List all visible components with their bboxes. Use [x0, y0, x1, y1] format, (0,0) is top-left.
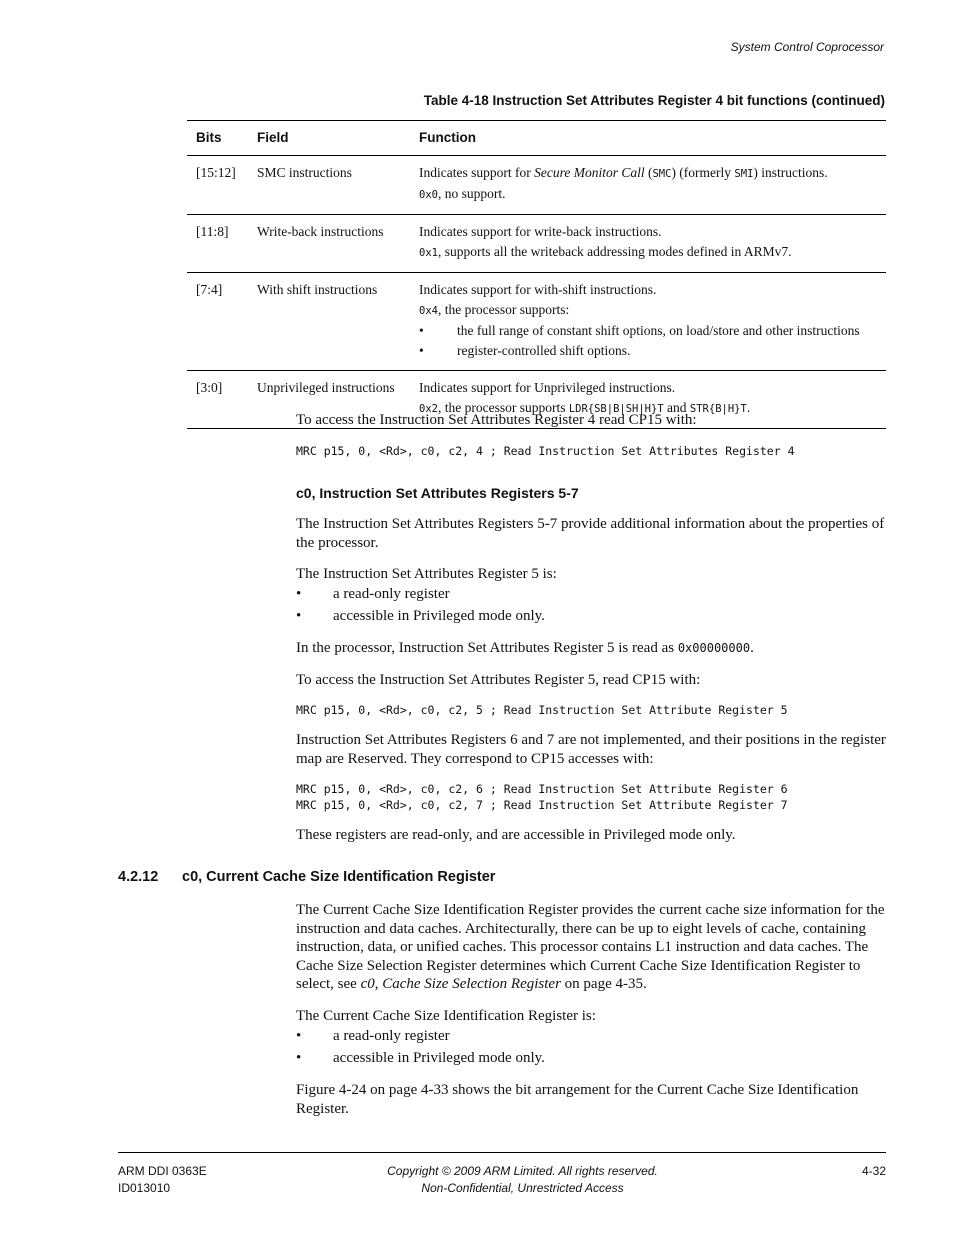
footer-copyright: Copyright © 2009 ARM Limited. All rights reserved.	[387, 1164, 658, 1178]
text: and	[663, 400, 690, 415]
cell-bits: [11:8]	[187, 215, 257, 273]
cell-function	[419, 273, 886, 371]
list-item-text: a read-only register	[333, 586, 450, 602]
footer-confidentiality: Non-Confidential, Unrestricted Access	[421, 1181, 624, 1195]
list-item	[419, 321, 886, 341]
list-item	[296, 608, 545, 625]
function-line: Indicates support for Unprivileged instructions.	[419, 380, 676, 395]
table-row	[187, 215, 886, 273]
bullet-icon: •	[419, 323, 424, 338]
column-header-field: Field	[257, 121, 419, 156]
footer-divider	[118, 1152, 886, 1153]
emphasis-term: Secure Monitor Call	[534, 165, 645, 180]
footer-doc-info	[118, 1163, 207, 1197]
list-item	[296, 1050, 545, 1067]
cross-reference-link[interactable]: c0, Cache Size Selection Register	[360, 976, 561, 992]
table-row	[187, 156, 886, 215]
text: , supports all the writeback addressing modes defined in ARMv7.	[437, 244, 792, 259]
text: ) (formerly	[671, 165, 735, 180]
text: In the processor, Instruction Set Attributes Register 5 is read as	[296, 640, 678, 656]
footer-legal	[361, 1163, 684, 1197]
inline-code: SMC	[652, 168, 672, 180]
list-item-text: accessible in Privileged mode only.	[333, 608, 545, 624]
paragraph-access-isar5: To access the Instruction Set Attributes Register 5, read CP15 with:	[296, 672, 701, 688]
table-header-row	[187, 121, 886, 156]
code-block-isar4: MRC p15, 0, <Rd>, c0, c2, 4 ; Read Instruction Set Attributes Register 4	[296, 444, 795, 458]
list-item-text: accessible in Privileged mode only.	[333, 1050, 545, 1066]
paragraph-isar57-intro: The Instruction Set Attributes Registers 5-7 provide additional information about the properties of the processor.	[296, 516, 885, 551]
cell-bits: [3:0]	[187, 371, 257, 429]
cell-function	[419, 215, 886, 273]
running-header: System Control Coprocessor	[730, 40, 884, 54]
code-block-isar5: MRC p15, 0, <Rd>, c0, c2, 5 ; Read Instruction Set Attribute Register 5	[296, 703, 788, 717]
column-header-function: Function	[419, 121, 886, 156]
paragraph-isar5-is: The Instruction Set Attributes Register 5 is:	[296, 566, 557, 582]
text: Indicates support for	[419, 165, 535, 180]
inline-code: 0x1	[419, 247, 438, 259]
function-line	[419, 300, 886, 321]
paragraph-ccsidr-intro	[296, 901, 888, 994]
footer-issue-id: ID013010	[118, 1181, 171, 1195]
function-line: Indicates support for with-shift instructions.	[419, 282, 657, 297]
list-item	[296, 1028, 450, 1045]
text: The Current Cache Size Identification Register provides the current cache size information for the instruction and data caches. Architecturally, there can be up to eight levels of cache, containing instruction, data, or unified caches. This processor contains L1 instruction and data caches. The Cache Size Selection Register determines which Current Cache Size Identification Register to select, see	[296, 902, 885, 992]
function-line	[419, 184, 886, 205]
inline-code: 0x4	[419, 305, 438, 317]
list-item-text: a read-only register	[333, 1028, 450, 1044]
paragraph-isar5-value	[296, 639, 888, 658]
list-item-text: register-controlled shift options.	[457, 343, 631, 358]
function-line: Indicates support for write-back instructions.	[419, 224, 662, 239]
code-line-isar7: MRC p15, 0, <Rd>, c0, c2, 7 ; Read Instruction Set Attribute Register 7	[296, 798, 788, 812]
footer-doc-id: ARM DDI 0363E	[118, 1164, 207, 1178]
cell-field: Unprivileged instructions	[257, 371, 419, 429]
cell-field: SMC instructions	[257, 156, 419, 215]
paragraph-readonly: These registers are read-only, and are accessible in Privileged mode only.	[296, 827, 736, 843]
text: , the processor supports	[437, 400, 569, 415]
text: .	[750, 640, 754, 656]
bullet-icon: •	[296, 608, 302, 624]
bullet-icon: •	[419, 343, 424, 358]
paragraph-access-isar4: To access the Instruction Set Attributes Register 4 read CP15 with:	[296, 412, 697, 428]
bullet-icon: •	[296, 1050, 302, 1066]
footer-page-number: 4-32	[861, 1164, 886, 1178]
cell-function	[419, 156, 886, 215]
inline-code: 0x0	[419, 189, 438, 201]
section-number: 4.2.12	[118, 869, 159, 885]
text: , the processor supports:	[437, 302, 570, 317]
paragraph-ccsidr-is: The Current Cache Size Identification Register is:	[296, 1008, 596, 1024]
code-line-isar6: MRC p15, 0, <Rd>, c0, c2, 6 ; Read Instruction Set Attribute Register 6	[296, 782, 788, 796]
table-caption: Table 4-18 Instruction Set Attributes Register 4 bit functions (continued)	[423, 93, 885, 108]
inline-code: SMI	[734, 168, 754, 180]
cell-bits: [15:12]	[187, 156, 257, 215]
list-item-text: the full range of constant shift options, on load/store and other instructions	[457, 323, 860, 338]
list-item	[296, 586, 450, 603]
inline-code: LDR{SB|B|SH|H}T	[568, 403, 664, 415]
text: , no support.	[437, 186, 506, 201]
table-row	[187, 273, 886, 371]
section-title: c0, Current Cache Size Identification Register	[182, 869, 496, 885]
text: (	[644, 165, 653, 180]
cell-field: With shift instructions	[257, 273, 419, 371]
paragraph-isar67: Instruction Set Attributes Registers 6 and 7 are not implemented, and their positions in the register map are Reserved. They correspond to CP15 accesses with:	[296, 732, 886, 767]
column-header-bits: Bits	[187, 121, 257, 156]
paragraph-figure-ref: Figure 4-24 on page 4-33 shows the bit arrangement for the Current Cache Size Identification Register.	[296, 1082, 859, 1117]
function-line	[419, 242, 886, 263]
cell-bits: [7:4]	[187, 273, 257, 371]
text: on page 4-35.	[560, 976, 647, 992]
inline-code: 0x2	[419, 403, 438, 415]
cell-field: Write-back instructions	[257, 215, 419, 273]
inline-code: STR{B|H}T	[689, 403, 747, 415]
text: ) instructions.	[753, 165, 828, 180]
subheading-isar57: c0, Instruction Set Attributes Registers 5-7	[296, 485, 579, 501]
bullet-icon: •	[296, 1028, 302, 1044]
bit-functions-table	[187, 120, 886, 429]
inline-code: 0x00000000	[677, 641, 751, 655]
list-item	[419, 341, 886, 361]
text: .	[746, 400, 751, 415]
bullet-icon: •	[296, 586, 302, 602]
function-line	[419, 163, 886, 184]
